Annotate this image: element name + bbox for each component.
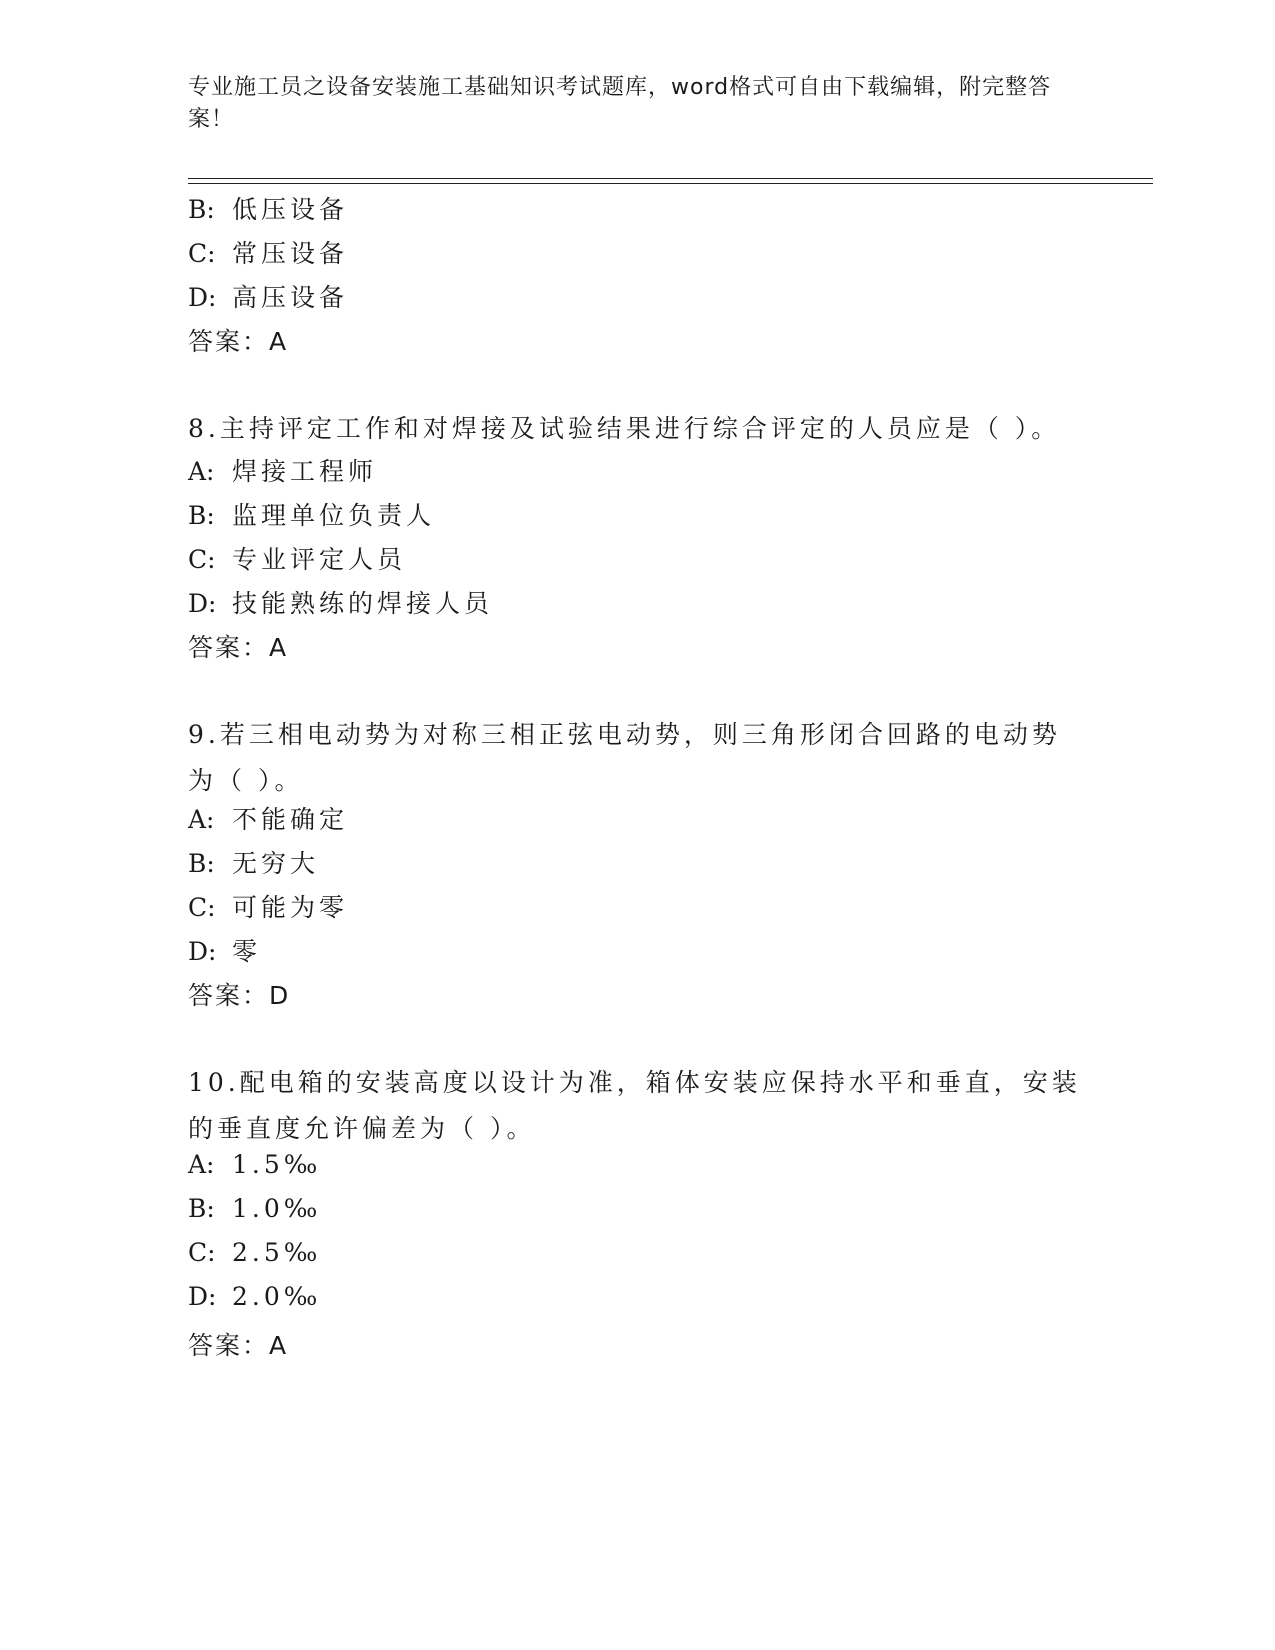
document-header: 专业施工员之设备安装施工基础知识考试题库，word格式可自由下载编辑，附完整答案！ [188,75,1052,132]
option-label: D: [188,1282,217,1311]
q10-answer: 答案：A [188,1331,289,1360]
q9-option-d [188,932,261,968]
option-label: C: [188,893,216,922]
option-label: D: [188,937,217,966]
q9-stem: 9.若三相电动势为对称三相正弦电动势，则三角形闭合回路的电动势为（ ）。 [188,720,1061,795]
option-label: C: [188,545,216,574]
option-text: 不能确定 [232,805,349,834]
q10-option-b [188,1194,321,1223]
q8-answer: 答案：A [188,633,289,662]
q10-option-a [188,1150,321,1179]
option-text: 无穷大 [232,849,320,878]
q8-option-a [188,452,377,488]
q10-option-c [188,1238,321,1267]
option-label: D: [188,283,217,312]
option-text: 零 [232,937,262,966]
option-text: 专业评定人员 [232,545,407,574]
option-label: A: [188,1150,215,1179]
q9-option-c [188,888,348,924]
option-text: 常压设备 [232,239,349,268]
q8-option-b [188,496,435,532]
option-label: B: [188,849,215,878]
option-text: 焊接工程师 [232,457,378,486]
option-text: 低压设备 [232,195,349,224]
q7-option-b [188,190,348,226]
option-label: A: [188,457,215,486]
q7-answer: 答案：A [188,327,289,356]
option-text: 高压设备 [232,283,349,312]
q8-option-d [188,584,493,620]
q9-option-b [188,844,319,880]
option-label: B: [188,501,215,530]
option-text: 1.5‰ [232,1150,322,1179]
option-label: D: [188,589,217,618]
option-text: 监理单位负责人 [232,501,436,530]
q8-option-c [188,540,406,576]
option-text: 2.0‰ [232,1282,322,1311]
q9-option-a [188,800,348,836]
option-text: 可能为零 [232,893,349,922]
option-label: C: [188,1238,216,1267]
option-text: 技能熟练的焊接人员 [232,589,494,618]
option-label: A: [188,805,215,834]
q7-option-c [188,234,348,270]
q10-stem: 10.配电箱的安装高度以设计为准，箱体安装应保持水平和垂直，安装的垂直度允许偏差为（ ）。 [188,1068,1081,1143]
option-label: B: [188,195,215,224]
q8-stem: 8.主持评定工作和对焊接及试验结果进行综合评定的人员应是（ ）。 [188,414,1061,443]
option-label: B: [188,1194,215,1223]
header-divider-thin [188,183,1153,184]
q9-answer: 答案：D [188,981,291,1010]
q7-option-d [188,278,348,314]
option-label: C: [188,239,216,268]
header-divider-thick [188,178,1153,179]
option-text: 1.0‰ [232,1194,322,1223]
q10-option-d [188,1282,321,1311]
option-text: 2.5‰ [232,1238,322,1267]
